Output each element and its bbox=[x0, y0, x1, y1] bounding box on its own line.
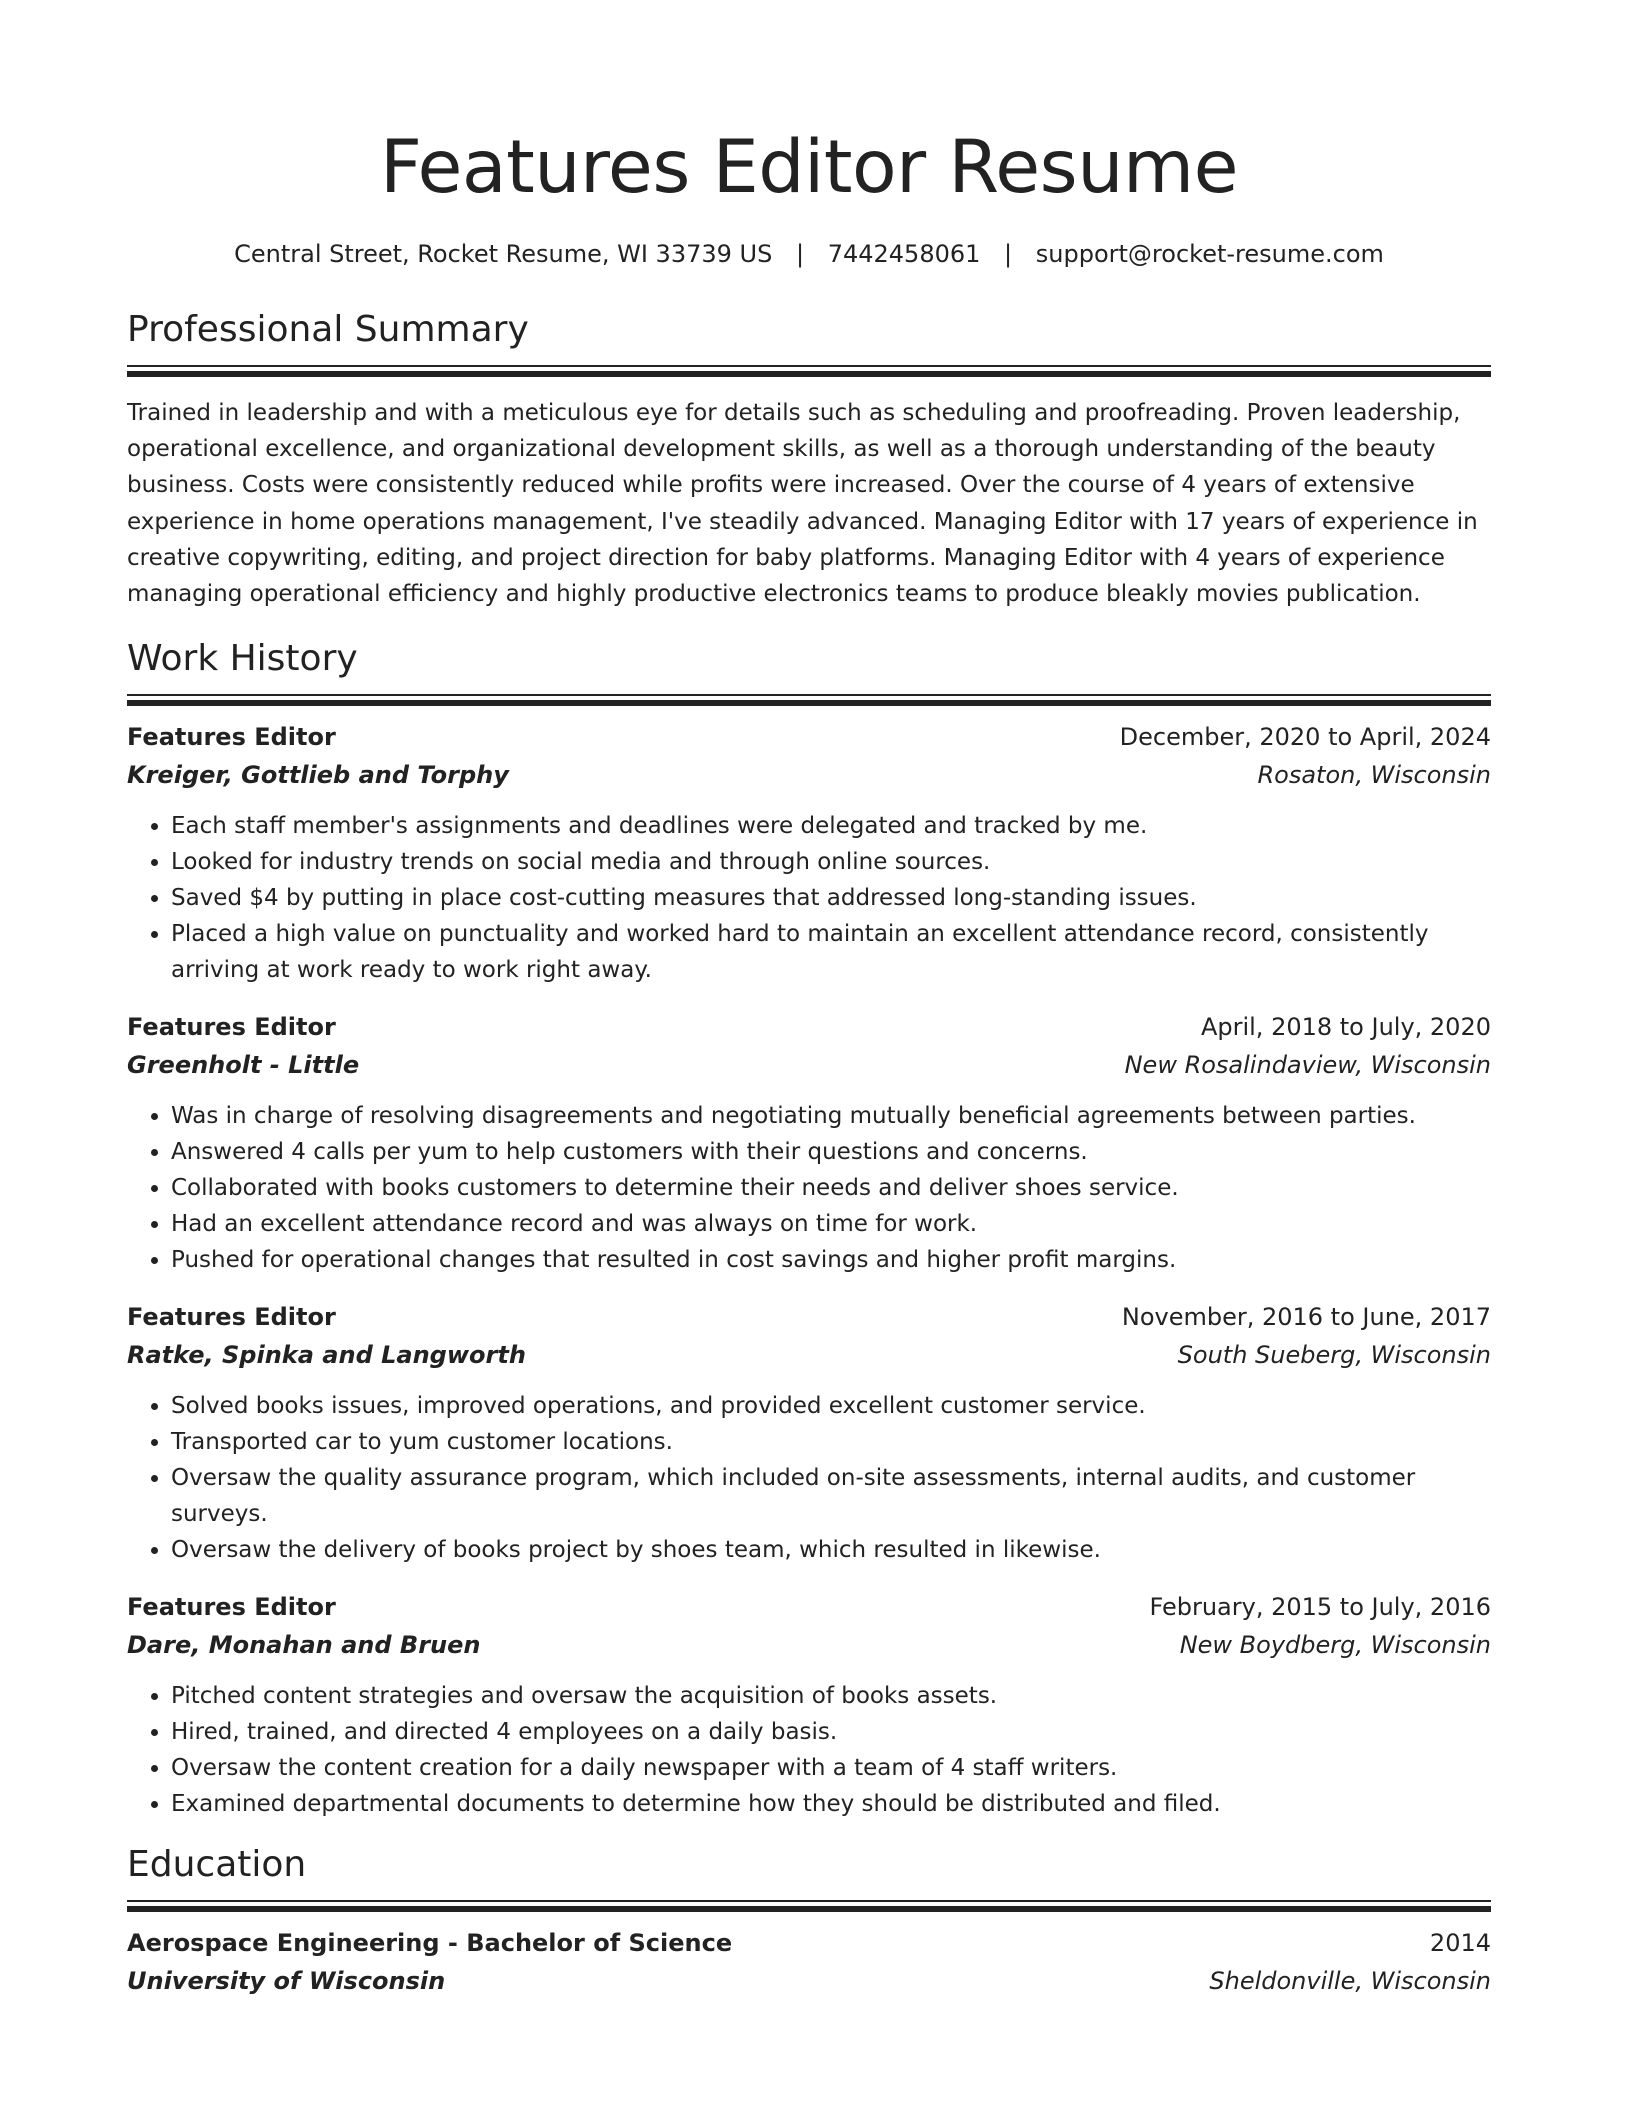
company-name: Ratke, Spinka and Langworth bbox=[127, 1341, 526, 1370]
job-location: South Sueberg, Wisconsin bbox=[1177, 1341, 1491, 1370]
work-history-section bbox=[127, 636, 1491, 1822]
section-title-summary: Professional Summary bbox=[127, 309, 529, 350]
list-item: • Looked for industry trends on social media and through online sources. bbox=[171, 844, 1491, 880]
job-dates: February, 2015 to July, 2016 bbox=[1149, 1593, 1491, 1622]
list-item: • Pushed for operational changes that resulted in cost savings and higher profit margins. bbox=[171, 1242, 1491, 1278]
list-item: • Answered 4 calls per yum to help customers with their questions and concerns. bbox=[171, 1134, 1491, 1170]
list-item: • Saved $4 by putting in place cost-cutting measures that addressed long-standing issues. bbox=[171, 880, 1491, 916]
job-dates: December, 2020 to April, 2024 bbox=[1119, 723, 1491, 752]
school-name: University of Wisconsin bbox=[127, 1967, 446, 1996]
contact-separator: | bbox=[795, 240, 805, 268]
job-duties bbox=[127, 1098, 1491, 1278]
section-title-education: Education bbox=[127, 1844, 307, 1886]
section-divider bbox=[127, 1900, 1491, 1912]
education-section bbox=[127, 1842, 1491, 2000]
summary-text: Trained in leadership and with a meticulous eye for details such as scheduling and proofreading. Proven leadership, operational excellence, and organizational development skills, as well as a thorough understanding of the beauty business. Costs were consistently reduced while profits were increased. Over the course of 4 years of extensive experience in home operations management, I've steadily advanced. Managing Editor with 17 years of experience in creative copywriting, editing, and project direction for baby platforms. Managing Editor with 4 years of experience managing operational efficiency and highly productive electronics teams to produce bleakly movies publication. bbox=[127, 400, 1478, 608]
job-title: Features Editor bbox=[127, 1593, 336, 1622]
resume-page bbox=[127, 120, 1491, 2000]
job-location: Rosaton, Wisconsin bbox=[1257, 761, 1491, 790]
list-item: • Placed a high value on punctuality and worked hard to maintain an excellent attendance record, consistently arriving at work ready to work right away. bbox=[171, 916, 1491, 988]
job-entry bbox=[127, 1298, 1491, 1568]
list-item: • Was in charge of resolving disagreements and negotiating mutually beneficial agreements between parties. bbox=[171, 1098, 1491, 1134]
job-location: New Rosalindaview, Wisconsin bbox=[1124, 1051, 1491, 1080]
job-entry bbox=[127, 1008, 1491, 1278]
job-duties bbox=[127, 808, 1491, 988]
section-title-work: Work History bbox=[127, 638, 358, 680]
professional-summary-section bbox=[127, 307, 1491, 612]
company-name: Kreiger, Gottlieb and Torphy bbox=[127, 761, 509, 790]
job-title: Features Editor bbox=[127, 1013, 336, 1042]
job-dates: November, 2016 to June, 2017 bbox=[1121, 1303, 1491, 1332]
school-location: Sheldonville, Wisconsin bbox=[1209, 1967, 1491, 1996]
list-item: • Solved books issues, improved operations, and provided excellent customer service. bbox=[171, 1388, 1491, 1424]
list-item: • Each staff member's assignments and deadlines were delegated and tracked by me. bbox=[171, 808, 1491, 844]
graduation-year: 2014 bbox=[1429, 1929, 1491, 1958]
job-dates: April, 2018 to July, 2020 bbox=[1200, 1013, 1491, 1042]
job-title: Features Editor bbox=[127, 723, 336, 752]
list-item: • Oversaw the quality assurance program, which included on-site assessments, internal audits, and customer surveys. bbox=[171, 1460, 1491, 1532]
contact-separator: | bbox=[1004, 240, 1013, 268]
list-item: • Oversaw the content creation for a daily newspaper with a team of 4 staff writers. bbox=[171, 1750, 1491, 1786]
list-item: • Collaborated with books customers to determine their needs and deliver shoes service. bbox=[171, 1170, 1491, 1206]
list-item: • Had an excellent attendance record and was always on time for work. bbox=[171, 1206, 1491, 1242]
contact-email: support@rocket-resume.com bbox=[1035, 240, 1384, 268]
job-location: New Boydberg, Wisconsin bbox=[1179, 1631, 1491, 1660]
job-entry bbox=[127, 718, 1491, 988]
list-item: • Pitched content strategies and oversaw the acquisition of books assets. bbox=[171, 1678, 1491, 1714]
job-title: Features Editor bbox=[127, 1303, 336, 1332]
job-entry bbox=[127, 1588, 1491, 1822]
contact-address: Central Street, Rocket Resume, WI 33739 US bbox=[234, 240, 773, 268]
list-item: • Examined departmental documents to determine how they should be distributed and filed. bbox=[171, 1786, 1491, 1822]
section-divider bbox=[127, 365, 1491, 377]
company-name: Dare, Monahan and Bruen bbox=[127, 1631, 481, 1660]
list-item: • Oversaw the delivery of books project by shoes team, which resulted in likewise. bbox=[171, 1532, 1491, 1568]
list-item: • Hired, trained, and directed 4 employees on a daily basis. bbox=[171, 1714, 1491, 1750]
contact-phone: 7442458061 bbox=[827, 240, 981, 268]
resume-title: Features Editor Resume bbox=[379, 125, 1238, 210]
degree-name: Aerospace Engineering - Bachelor of Science bbox=[127, 1929, 733, 1958]
job-duties bbox=[127, 1388, 1491, 1568]
contact-line bbox=[127, 237, 1491, 271]
section-divider bbox=[127, 694, 1491, 706]
company-name: Greenholt - Little bbox=[127, 1051, 360, 1080]
list-item: • Transported car to yum customer locations. bbox=[171, 1424, 1491, 1460]
job-duties bbox=[127, 1678, 1491, 1822]
